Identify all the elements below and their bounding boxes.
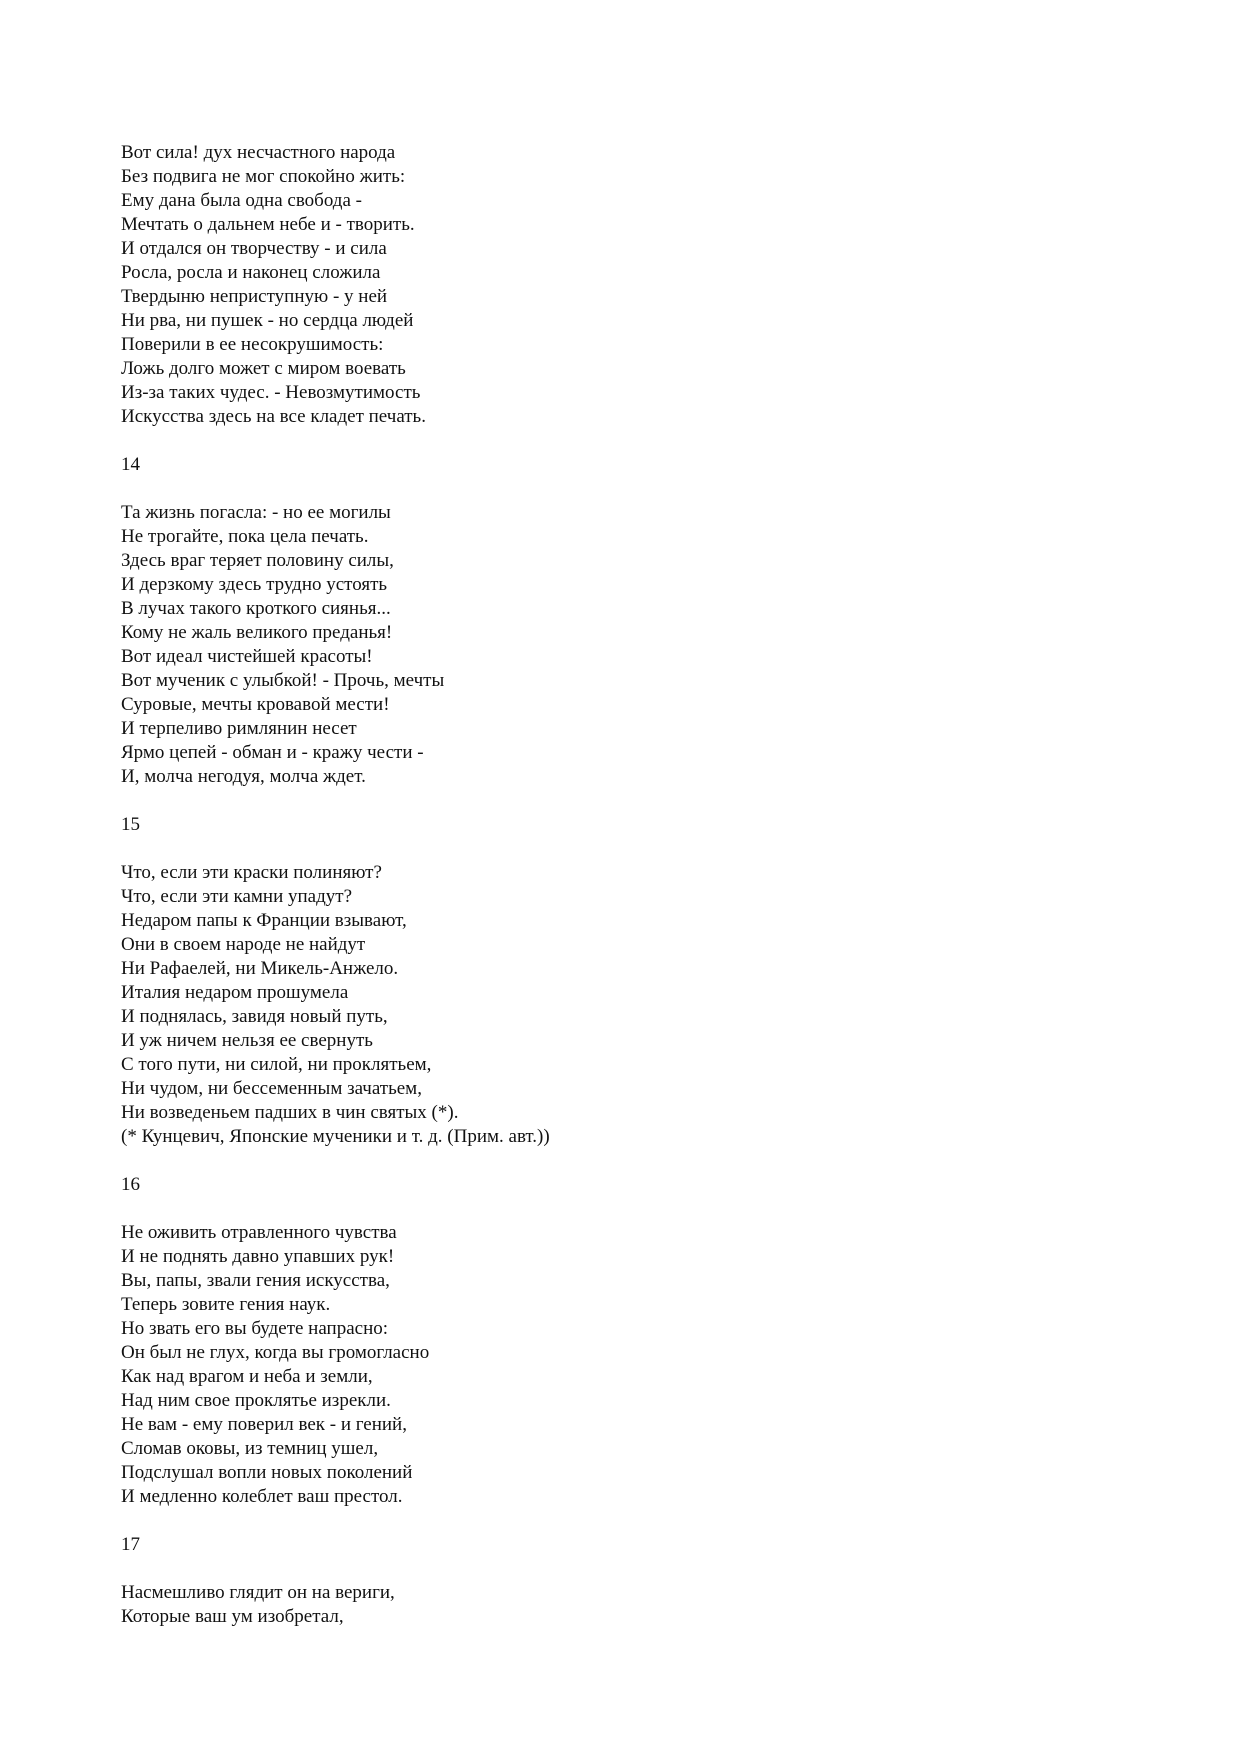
stanza xyxy=(121,1221,1121,1509)
verse-line: Поверили в ее несокрушимость: xyxy=(121,334,384,355)
verse-line: Ни Рафаелей, ни Микель-Анжело. xyxy=(121,958,399,979)
verse-line: Вот сила! дух несчастного народа xyxy=(121,142,396,163)
verse-line: И, молча негодуя, молча ждет. xyxy=(121,766,366,787)
verse-line: Не вам - ему поверил век - и гений, xyxy=(121,1414,407,1435)
verse-line: И не поднять давно упавших рук! xyxy=(121,1246,395,1267)
verse-line: Не оживить отравленного чувства xyxy=(121,1222,397,1243)
verse-line: Та жизнь погасла: - но ее могилы xyxy=(121,502,391,523)
verse-line: Вот мученик с улыбкой! - Прочь, мечты xyxy=(121,670,445,691)
verse-line: Без подвига не мог спокойно жить: xyxy=(121,166,406,187)
verse-line: Сломав оковы, из темниц ушел, xyxy=(121,1438,379,1459)
verse-line: Кому не жаль великого преданья! xyxy=(121,622,393,643)
verse-line: Они в своем народе не найдут xyxy=(121,934,366,955)
verse-line: Италия недаром прошумела xyxy=(121,982,349,1003)
verse-line: Недаром папы к Франции взывают, xyxy=(121,910,407,931)
stanza xyxy=(121,501,1121,789)
verse-line: Не трогайте, пока цела печать. xyxy=(121,526,369,547)
verse-line: Что, если эти краски полиняют? xyxy=(121,862,382,883)
stanza-number: 14 xyxy=(121,454,140,475)
document-page xyxy=(121,141,1121,1629)
verse-line: Вы, папы, звали гения искусства, xyxy=(121,1270,390,1291)
stanza xyxy=(121,861,1121,1149)
verse-line: Ему дана была одна свобода - xyxy=(121,190,362,211)
verse-line: С того пути, ни силой, ни проклятьем, xyxy=(121,1054,432,1075)
verse-line: И уж ничем нельзя ее свернуть xyxy=(121,1030,373,1051)
verse-line: Вот идеал чистейшей красоты! xyxy=(121,646,373,667)
verse-line: Теперь зовите гения наук. xyxy=(121,1294,331,1315)
verse-line: Подслушал вопли новых поколений xyxy=(121,1462,413,1483)
verse-line: Здесь враг теряет половину силы, xyxy=(121,550,394,571)
verse-line: Мечтать о дальнем небе и - творить. xyxy=(121,214,415,235)
verse-line: Как над врагом и неба и земли, xyxy=(121,1366,373,1387)
verse-line: Которые ваш ум изобретал, xyxy=(121,1606,344,1627)
verse-line: И отдался он творчеству - и сила xyxy=(121,238,387,259)
verse-line: Ни рва, ни пушек - но сердца людей xyxy=(121,310,414,331)
verse-line: Ярмо цепей - обман и - кражу чести - xyxy=(121,742,424,763)
verse-line: И терпеливо римлянин несет xyxy=(121,718,357,739)
verse-line: Искусства здесь на все кладет печать. xyxy=(121,406,426,427)
verse-line: Что, если эти камни упадут? xyxy=(121,886,353,907)
verse-line: Над ним свое проклятье изрекли. xyxy=(121,1390,391,1411)
verse-line: Росла, росла и наконец сложила xyxy=(121,262,381,283)
stanza-number: 17 xyxy=(121,1534,140,1555)
verse-line: Твердыню неприступную - у ней xyxy=(121,286,388,307)
verse-line: Ни чудом, ни бессеменным зачатьем, xyxy=(121,1078,422,1099)
verse-line: И медленно колеблет ваш престол. xyxy=(121,1486,403,1507)
verse-line: И поднялась, завидя новый путь, xyxy=(121,1006,388,1027)
verse-line: Суровые, мечты кровавой мести! xyxy=(121,694,390,715)
verse-line: Но звать его вы будете напрасно: xyxy=(121,1318,389,1339)
stanza-number: 15 xyxy=(121,814,140,835)
stanza xyxy=(121,141,1121,429)
verse-line: (* Кунцевич, Японские мученики и т. д. (Прим. авт.)) xyxy=(121,1126,550,1147)
verse-line: Ложь долго может с миром воевать xyxy=(121,358,406,379)
stanza xyxy=(121,1581,1121,1629)
verse-line: Из-за таких чудес. - Невозмутимость xyxy=(121,382,421,403)
verse-line: Насмешливо глядит он на вериги, xyxy=(121,1582,395,1603)
verse-line: И дерзкому здесь трудно устоять xyxy=(121,574,388,595)
stanza-number: 16 xyxy=(121,1174,140,1195)
verse-line: В лучах такого кроткого сиянья... xyxy=(121,598,391,619)
verse-line: Он был не глух, когда вы громогласно xyxy=(121,1342,430,1363)
verse-line: Ни возведеньем падших в чин святых (*). xyxy=(121,1102,459,1123)
